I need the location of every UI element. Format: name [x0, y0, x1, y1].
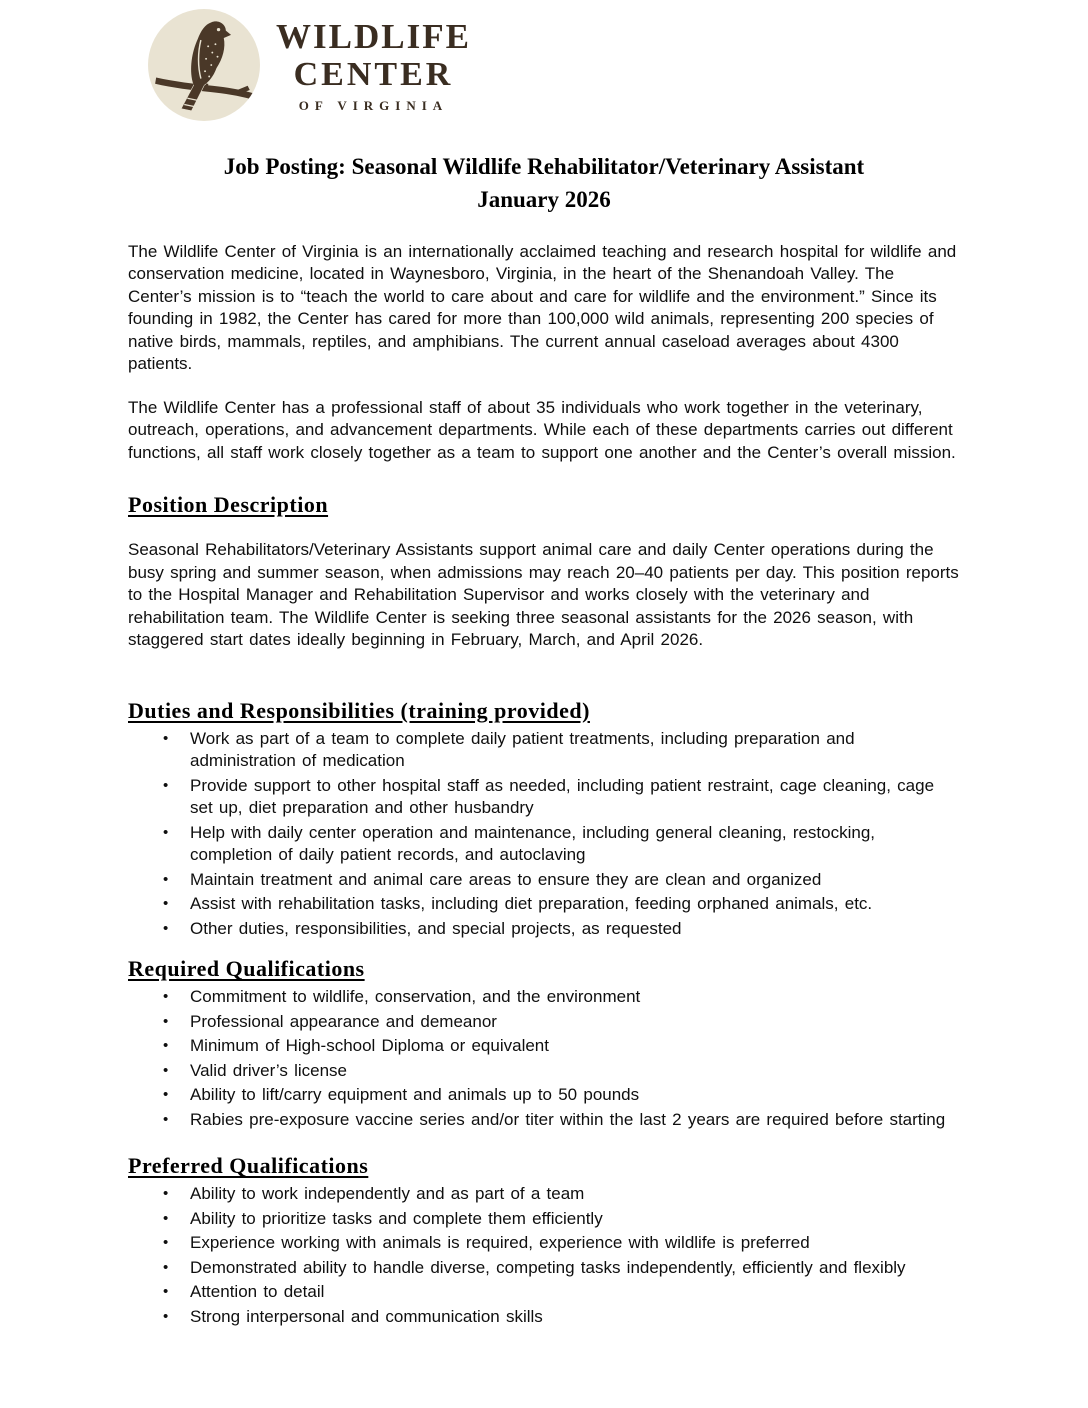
- logo-circle: [148, 9, 260, 121]
- list-item: • Strong interpersonal and communication skills: [190, 1306, 960, 1329]
- org-name-line1: WILDLIFE: [276, 16, 471, 56]
- list-item: • Attention to detail: [190, 1281, 960, 1304]
- list-item: • Ability to work independently and as part of a team: [190, 1183, 960, 1206]
- list-item: • Minimum of High-school Diploma or equivalent: [190, 1035, 960, 1058]
- intro-paragraph-1: The Wildlife Center of Virginia is an internationally acclaimed teaching and research hospital for wildlife and conservation medicine, located in Waynesboro, Virginia, in the heart of the Shenandoah Valley. The Center’s mission is to “teach the world to care about and care for wildlife and the environment.” Since its founding in 1982, the Center has cared for more than 100,000 wild animals, representing 200 species of native birds, mammals, reptiles, and amphibians. The current annual caseload averages about 4300 patients.: [128, 241, 957, 374]
- position-description-paragraph: Seasonal Rehabilitators/Veterinary Assistants support animal care and daily Center operations during the busy spring and summer season, when admissions may reach 20–40 patients per day. This position reports to the Hospital Manager and Rehabilitation Supervisor and works closely with the veterinary and rehabilitation team. The Wildlife Center is seeking three seasonal assistants for the 2026 season, with staggered start dates ideally beginning in February, March, and April 2026.: [128, 540, 959, 650]
- hawk-on-branch-icon: [152, 13, 256, 117]
- intro-paragraph-2: The Wildlife Center has a professional staff of about 35 individuals who work together in the veterinary, outreach, operations, and advancement departments. While each of these departments carries out different functions, all staff work closely together as a team to support one another and the Center’s overall mission.: [128, 397, 956, 462]
- page-title-line1: Job Posting: Seasonal Wildlife Rehabilitator/Veterinary Assistant: [223, 154, 865, 179]
- list-item: • Rabies pre-exposure vaccine series and/or titer within the last 2 years are required before starting: [190, 1109, 960, 1132]
- section-heading-position-description: Position Description: [128, 492, 329, 518]
- list-item: • Work as part of a team to complete daily patient treatments, including preparation and administration of medication: [190, 728, 960, 773]
- required-qualifications-bullet-list: [128, 986, 960, 1131]
- list-item: • Demonstrated ability to handle diverse, competing tasks independently, efficiently and flexibly: [190, 1257, 960, 1280]
- page-title: [128, 150, 960, 217]
- list-item: • Ability to lift/carry equipment and animals up to 50 pounds: [190, 1084, 960, 1107]
- list-item: • Help with daily center operation and maintenance, including general cleaning, restocking, completion of daily patient records, and autoclaving: [190, 822, 960, 867]
- org-name-line3: OF VIRGINIA: [298, 97, 449, 113]
- org-name: [276, 16, 471, 113]
- list-item: • Commitment to wildlife, conservation, and the environment: [190, 986, 960, 1009]
- section-heading-required-qualifications: Required Qualifications: [128, 956, 365, 982]
- list-item: • Other duties, responsibilities, and special projects, as requested: [190, 918, 960, 941]
- section-heading-duties: Duties and Responsibilities (training provided): [128, 697, 590, 723]
- list-item: • Provide support to other hospital staff as needed, including patient restraint, cage cleaning, cage set up, diet preparation and other husbandry: [190, 775, 960, 820]
- list-item: • Professional appearance and demeanor: [190, 1011, 960, 1034]
- section-heading-preferred-qualifications: Preferred Qualifications: [128, 1153, 369, 1179]
- list-item: • Experience working with animals is required, experience with wildlife is preferred: [190, 1232, 960, 1255]
- org-name-line2: CENTER: [293, 55, 454, 93]
- page-title-line2: January 2026: [477, 187, 611, 213]
- preferred-qualifications-bullet-list: [128, 1183, 960, 1328]
- org-logo: [148, 8, 960, 122]
- list-item: • Maintain treatment and animal care areas to ensure they are clean and organized: [190, 869, 960, 892]
- list-item: • Ability to prioritize tasks and complete them efficiently: [190, 1208, 960, 1231]
- list-item: • Assist with rehabilitation tasks, including diet preparation, feeding orphaned animals, etc.: [190, 893, 960, 916]
- duties-bullet-list: [128, 728, 960, 941]
- list-item: • Valid driver’s license: [190, 1060, 960, 1083]
